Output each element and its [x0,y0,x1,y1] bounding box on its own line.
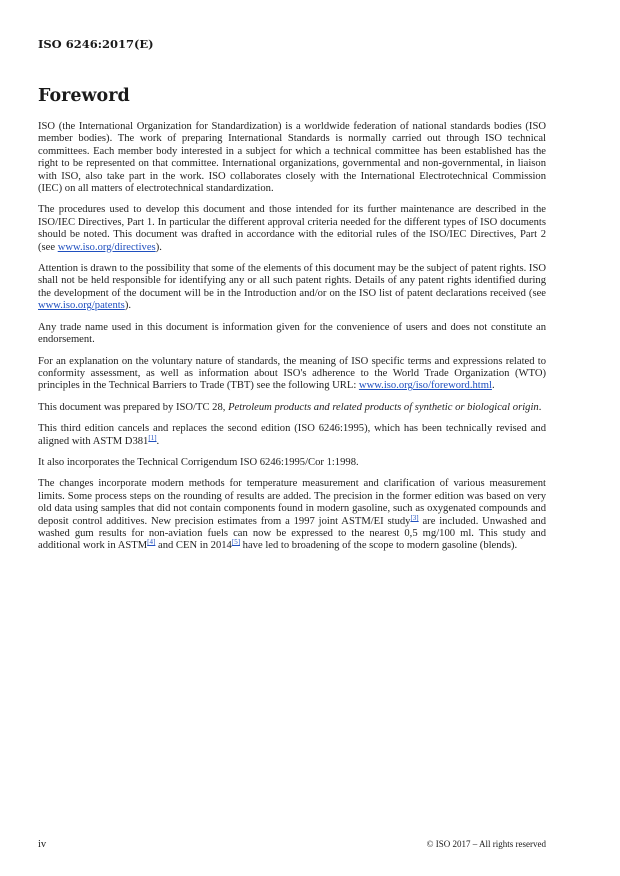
paragraph-text: are included. Unwashed and washed gum results for non-aviation fuels can now be expressed to the nearest 0,5 mg/100 ml. This study and additional work in ASTM [38,515,547,552]
link-patents[interactable]: www.iso.org/patents [38,300,125,312]
committee-title: Petroleum products and related products of synthetic or biological origin [228,401,539,413]
paragraph-end: . [156,435,160,447]
paragraph-text: This document was prepared by ISO/TC 28, [38,401,229,413]
paragraph-text: The procedures used to develop this document and those intended for its further maintenance are described in the ISO/IEC Directives, Part 1. In particular the different approval criteria needed for the different types of ISO documents should be noted. This document was drafted in accordance with the editorial rules of the ISO/IEC Directives, Part 2 (see [38,204,546,253]
document-id-header: ISO 6246:2017(E) [38,37,154,51]
paragraph-voluntary-nature [38,356,546,393]
paragraph-edition [38,423,546,448]
paragraph-text: For an explanation on the voluntary nature of standards, the meaning of ISO specific terms and expressions related to conformity assessment, as well as information about ISO's adherence to the World Trade Organization (WTO) principles in the Technical Barriers to Trade (TBT) see the following URL: [38,355,546,392]
paragraph-text: and CEN in 2014 [155,540,232,552]
paragraph-text: This third edition cancels and replaces the second edition (ISO 6246:1995), which has been technically revised and aligned with ASTM D381 [38,423,546,447]
page-number: iv [38,839,47,850]
reference-link-1[interactable]: [1] [148,433,157,442]
link-directives[interactable]: www.iso.org/directives [57,241,156,253]
paragraph-patents [38,263,546,313]
reference-link-5[interactable]: [5] [231,538,241,547]
foreword-body [38,121,546,562]
paragraph-iso-intro: ISO (the International Organization for Standardization) is a worldwide federation of national standards bodies (ISO member bodies). The work of preparing International Standards is normally carried out through ISO technical committees. Each member body interested in a subject for which a technical committee has been established has the right to be represented on that committee. International organizations, governmental and non-governmental, in liaison with ISO, also take part in the work. ISO collaborates closely with the International Electrotechnical Commission (IEC) on all matters of electrotechnical standardization. [38,121,546,195]
paragraph-end: ). [124,300,131,312]
paragraph-trade-name: Any trade name used in this document is information given for the convenience of users and does not constitute an endorsement. [38,321,546,346]
paragraph-text: The changes incorporate modern methods for temperature measurement and clarification of various measurement limits. Some process steps on the rounding of results are added. The precision in the former edition was based on very old data using samples that did not contain components found in modern gasoline, such as oxygenated compounds and deposit control additives. New precision estimates from a 1997 joint ASTM/EI study [38,478,546,527]
paragraph-text: Attention is drawn to the possibility that some of the elements of this document may be the subject of patent rights. ISO shall not be held responsible for identifying any or all such patent rights. Details of any patent rights identified during the development of the document will be in the Introduction and/or on the ISO list of patent declarations received (see [38,263,546,299]
paragraph-end: ). [155,241,162,253]
paragraph-procedures [38,204,546,254]
copyright-notice: © ISO 2017 – All rights reserved [426,839,546,849]
paragraph-corrigendum: It also incorporates the Technical Corrigendum ISO 6246:1995/Cor 1:1998. [38,456,359,468]
paragraph-end: . [538,401,542,413]
reference-link-4[interactable]: [4] [147,538,156,547]
reference-link-3[interactable]: [3] [410,513,419,522]
page-title: Foreword [38,86,130,106]
paragraph-changes [38,478,546,552]
paragraph-end: . [491,380,495,392]
paragraph-prepared-by [38,402,546,414]
paragraph-text: have led to broadening of the scope to modern gasoline (blends). [240,540,518,552]
link-foreword[interactable]: www.iso.org/iso/foreword.html [358,380,492,392]
